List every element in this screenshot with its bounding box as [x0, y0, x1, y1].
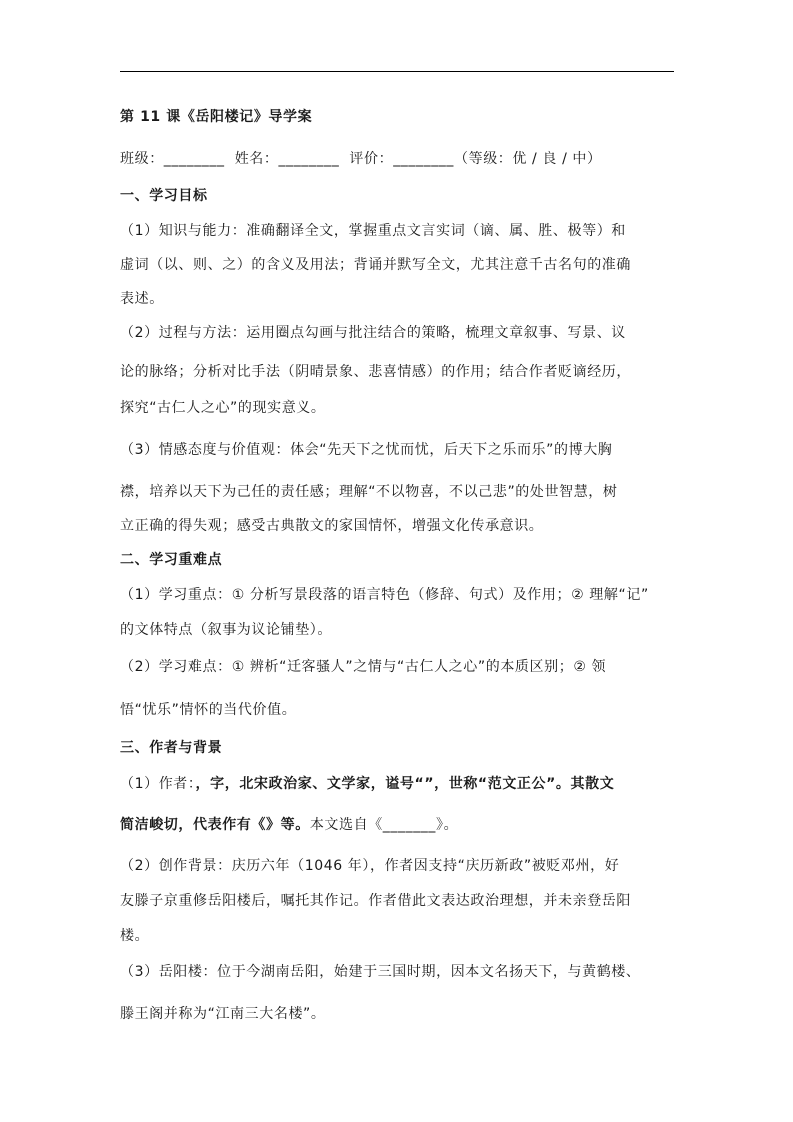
- author-source: 本文选自《_______》。: [309, 817, 459, 833]
- background-line-3: 楼。: [120, 928, 150, 944]
- background-line-1: （2）创作背景：庆历六年（1046 年），作者因支持“庆历新政”被贬邓州，好: [120, 858, 620, 874]
- tower-line-2: 滕王阁并称为“江南三大名楼”。: [120, 1006, 326, 1022]
- goal-2-line-1: （2）过程与方法：运用圈点勾画与批注结合的策略，梳理文章叙事、写景、议: [120, 325, 626, 341]
- author-info: ，字，北宋政治家、文学家，谥号“”，世称“范文正公”。其散文: [195, 776, 615, 792]
- goal-3-line-1: （3）情感态度与价值观：体会“先天下之忧而忧，后天下之乐而乐”的博大胸: [120, 442, 613, 458]
- goal-3-line-2: 襟，培养以天下为己任的责任感；理解“不以物喜，不以己悲”的处世智慧，树: [120, 484, 618, 500]
- difficulty-line-2: 悟“忧乐”情怀的当代价值。: [120, 702, 297, 718]
- difficulty-line-1: （2）学习难点：① 辨析“迁客骚人”之情与“古仁人之心”的本质区别；② 领: [120, 659, 607, 675]
- author-works: 简洁峻切，代表作有《》等。: [120, 817, 310, 833]
- author-line-2: [120, 816, 458, 834]
- background-line-2: 友滕子京重修岳阳楼后，嘱托其作记。作者借此文表达政治理想，并未亲登岳阳: [120, 893, 631, 909]
- header-rule: [120, 71, 674, 72]
- section-1-heading: 一、学习目标: [120, 188, 208, 204]
- key-point-line-1: （1）学习重点：① 分析写景段落的语言特色（修辞、句式）及作用；② 理解“记”: [120, 587, 649, 603]
- goal-1-line-3: 表述。: [120, 291, 164, 307]
- goal-1-line-1: （1）知识与能力：准确翻译全文，掌握重点文言实词（谪、属、胜、极等）和: [120, 223, 626, 239]
- tower-line-1: （3）岳阳楼：位于今湖南岳阳，始建于三国时期，因本文名扬天下，与黄鹤楼、: [120, 964, 641, 980]
- section-2-heading: 二、学习重难点: [120, 552, 223, 568]
- goal-2-line-3: 探究“古仁人之心”的现实意义。: [120, 400, 326, 416]
- goal-3-line-3: 立正确的得失观；感受古典散文的家国情怀，增强文化传承意识。: [120, 518, 544, 534]
- goal-1-line-2: 虚词（以、则、之）的含义及用法；背诵并默写全文，尤其注意千古名句的准确: [120, 257, 631, 273]
- author-label: （1）作者：: [120, 776, 196, 792]
- key-point-line-2: 的文体特点（叙事为议论铺垫）。: [120, 622, 332, 638]
- author-line-1: [120, 775, 614, 793]
- section-3-heading: 三、作者与背景: [120, 740, 223, 756]
- info-line: 班级：________ 姓名：________ 评价：________（等级：优 / 良 / 中）: [120, 151, 602, 167]
- goal-2-line-2: 论的脉络；分析对比手法（阴晴景象、悲喜情感）的作用；结合作者贬谪经历，: [120, 364, 631, 380]
- document-title: 第 11 课《岳阳楼记》导学案: [120, 109, 313, 125]
